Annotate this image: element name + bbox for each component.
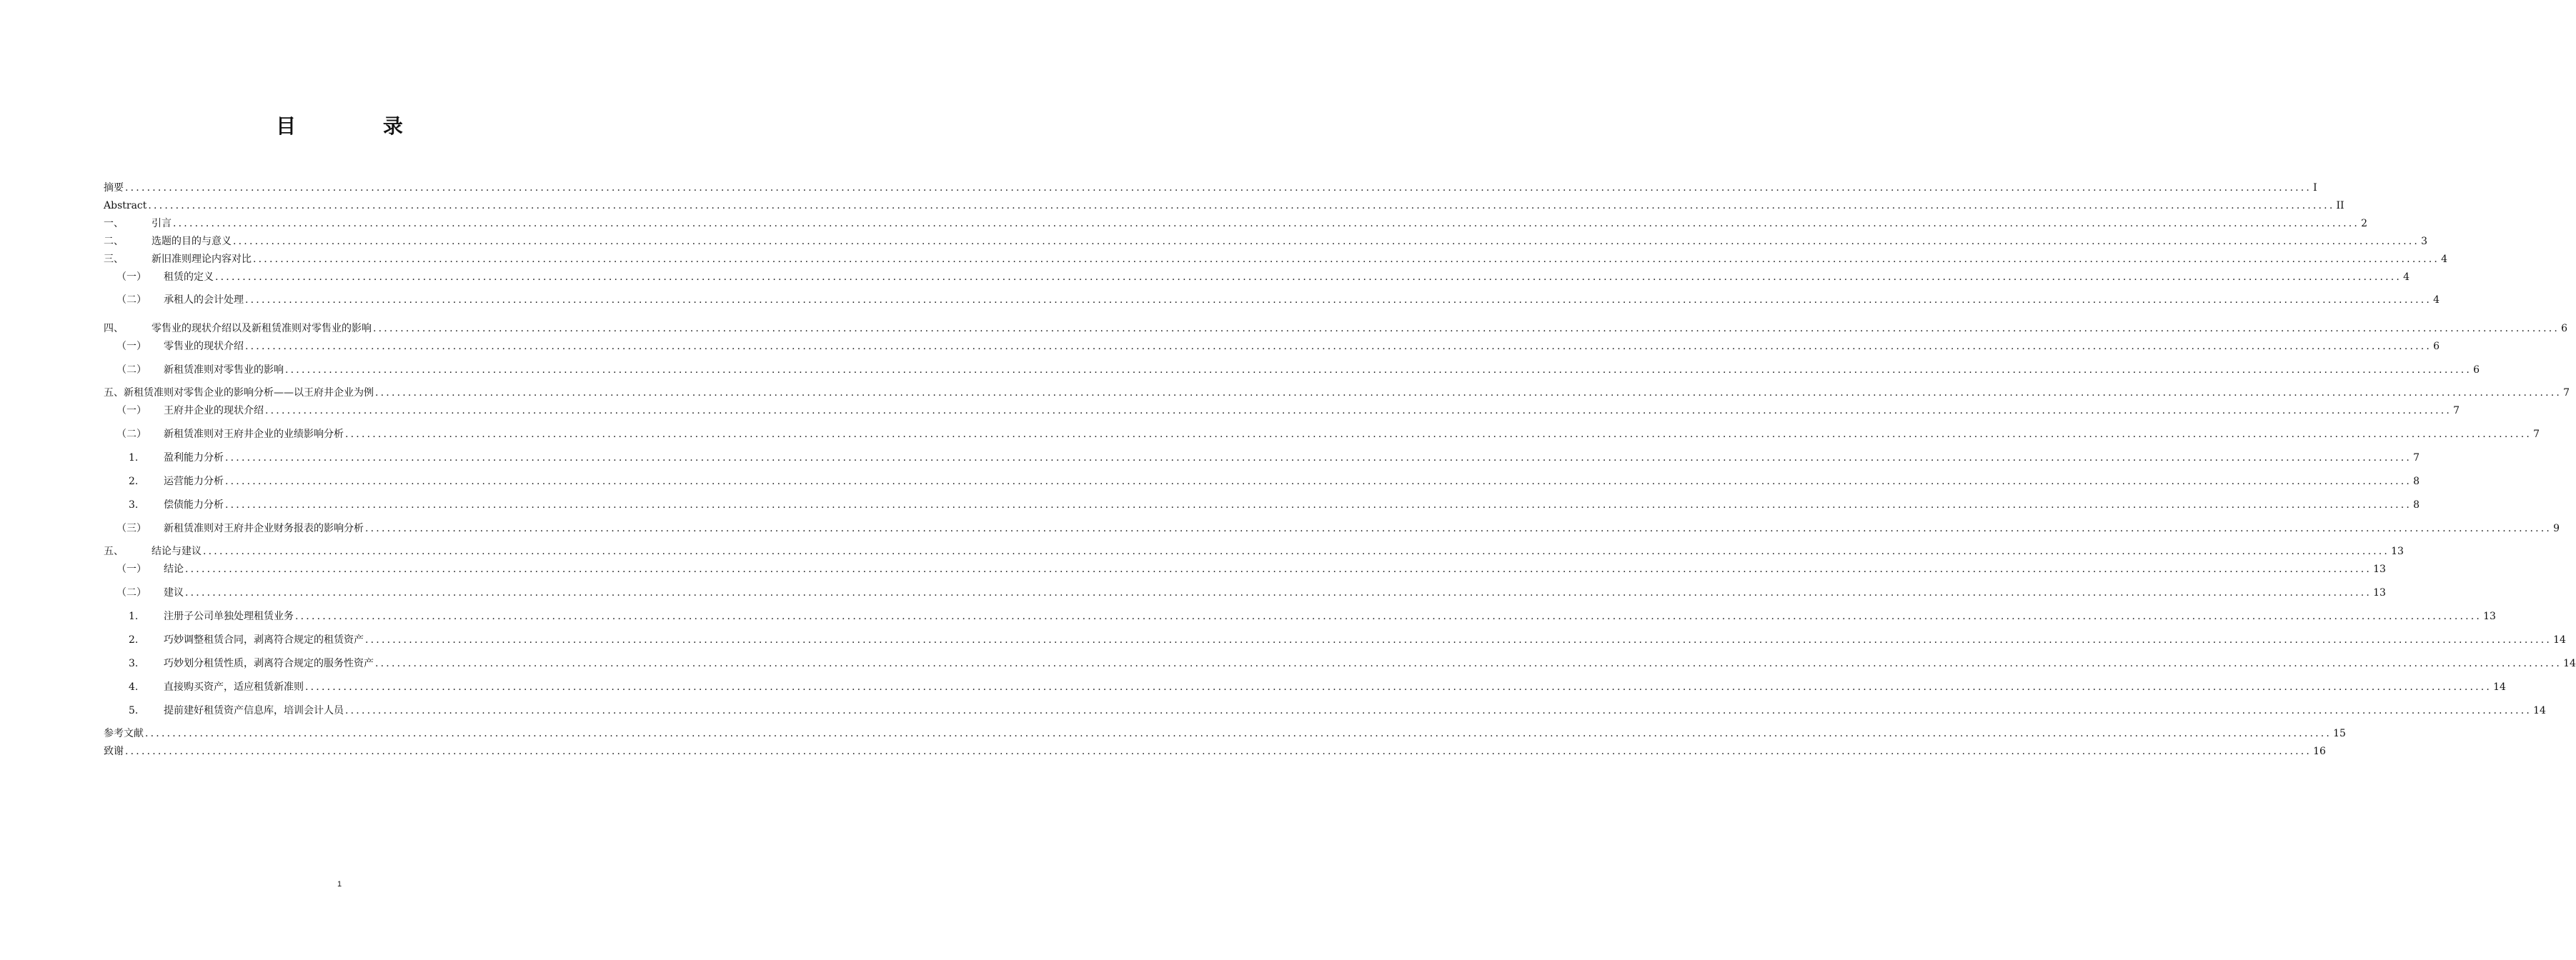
toc-entry[interactable] — [104, 339, 2440, 354]
toc-entry[interactable] — [104, 544, 2404, 559]
toc-leader-dots: ................................................................................................................................................................................................................................................................................................................................................................................................................ — [285, 364, 2472, 376]
toc-entry-title: 提前建好租赁资产信息库，培训会计人员 — [164, 705, 344, 716]
toc-entry-page: 14 — [2533, 705, 2546, 716]
toc-entry-title: 巧妙调整租赁合同，剥离符合规定的租赁资产 — [164, 634, 364, 646]
toc-entry-page: 7 — [2413, 452, 2420, 464]
toc-entry-number: 2. — [129, 476, 139, 487]
toc-entry-title: 建议 — [164, 587, 184, 599]
toc-entry[interactable] — [104, 498, 2420, 512]
toc-leader-dots: ................................................................................................................................................................................................................................................................................................................................................................................................................ — [245, 341, 2432, 352]
toc-entry-title: Abstract — [104, 200, 147, 211]
toc-entry-number: 三、 — [104, 254, 124, 265]
toc-entry[interactable] — [104, 293, 2440, 307]
toc-entry-number: （二） — [116, 587, 146, 599]
toc-entry-page: 9 — [2553, 523, 2560, 534]
toc-entry-page: 13 — [2483, 611, 2496, 622]
toc-entry[interactable] — [104, 521, 2560, 536]
toc-entry-title: 结论与建议 — [151, 546, 202, 557]
toc-entry-page: 3 — [2421, 236, 2427, 247]
toc-entry[interactable] — [104, 404, 2460, 418]
toc-entry-page: 7 — [2563, 387, 2570, 399]
toc-entry-title: 新租赁准则对王府井企业的业绩影响分析 — [164, 429, 344, 440]
toc-entry-page: 6 — [2433, 341, 2440, 352]
toc-entry-number: 4. — [129, 681, 139, 693]
toc-entry-number: （二） — [116, 294, 146, 306]
toc-entry-title: 参考文献 — [104, 728, 144, 739]
toc-leader-dots: ................................................................................................................................................................................................................................................................................................................................................................................................................ — [365, 634, 2552, 646]
toc-leader-dots: ................................................................................................................................................................................................................................................................................................................................................................................................................ — [145, 728, 2332, 739]
toc-entry[interactable] — [104, 386, 2570, 400]
toc-leader-dots: ................................................................................................................................................................................................................................................................................................................................................................................................................ — [215, 271, 2402, 283]
toc-entry-title: 零售业的现状介绍 — [164, 341, 244, 352]
toc-entry-title: 运营能力分析 — [164, 476, 224, 487]
toc-leader-dots: ................................................................................................................................................................................................................................................................................................................................................................................................................ — [148, 200, 2335, 211]
toc-entry-page: 2 — [2361, 218, 2367, 229]
toc-entry-number: 二、 — [104, 236, 124, 247]
toc-entry-title: 结论 — [164, 564, 184, 575]
toc-leader-dots: ................................................................................................................................................................................................................................................................................................................................................................................................................ — [173, 218, 2360, 229]
toc-entry[interactable] — [104, 270, 2410, 284]
toc-entry[interactable] — [104, 234, 2427, 249]
toc-entry-title: 新租赁准则对王府井企业财务报表的影响分析 — [164, 523, 364, 534]
toc-entry-page: II — [2336, 200, 2344, 211]
toc-entry[interactable] — [104, 656, 2576, 671]
toc-entry-page: 4 — [2403, 271, 2410, 283]
toc-entry-page: I — [2313, 182, 2317, 194]
toc-leader-dots: ................................................................................................................................................................................................................................................................................................................................................................................................................ — [295, 611, 2482, 622]
toc-leader-dots: ................................................................................................................................................................................................................................................................................................................................................................................................................ — [245, 294, 2432, 306]
toc-entry-page: 13 — [2373, 564, 2386, 575]
toc-leader-dots: ................................................................................................................................................................................................................................................................................................................................................................................................................ — [375, 387, 2562, 399]
toc-entry-page: 13 — [2373, 587, 2386, 599]
toc-leader-dots: ................................................................................................................................................................................................................................................................................................................................................................................................................ — [375, 658, 2562, 669]
toc-entry-number: （一） — [116, 405, 146, 416]
toc-entry-number: 1. — [129, 611, 139, 622]
toc-entry-number: 3. — [129, 658, 139, 669]
toc-entry-page: 8 — [2413, 499, 2420, 511]
toc-leader-dots: ................................................................................................................................................................................................................................................................................................................................................................................................................ — [225, 476, 2412, 487]
toc-leader-dots: ................................................................................................................................................................................................................................................................................................................................................................................................................ — [203, 546, 2390, 557]
toc-leader-dots: ................................................................................................................................................................................................................................................................................................................................................................................................................ — [365, 523, 2552, 534]
toc-entry-page: 14 — [2563, 658, 2576, 669]
toc-entry-title: 租赁的定义 — [164, 271, 214, 283]
toc-entry-number: 五、 — [104, 546, 124, 557]
toc-entry-page: 14 — [2553, 634, 2566, 646]
toc-leader-dots: ................................................................................................................................................................................................................................................................................................................................................................................................................ — [345, 429, 2532, 440]
toc-leader-dots: ................................................................................................................................................................................................................................................................................................................................................................................................................ — [185, 564, 2372, 575]
toc-entry-page: 4 — [2433, 294, 2440, 306]
toc-entry-title: 零售业的现状介绍以及新租赁准则对零售业的影响 — [151, 323, 372, 334]
toc-entry-page: 13 — [2391, 546, 2404, 557]
toc-entry-number: （三） — [116, 523, 146, 534]
toc-entry[interactable] — [104, 586, 2386, 600]
toc-entry-page: 4 — [2441, 254, 2447, 265]
toc-entry-title: 致谢 — [104, 746, 124, 757]
toc-leader-dots: ................................................................................................................................................................................................................................................................................................................................................................................................................ — [225, 499, 2412, 511]
toc-leader-dots: ................................................................................................................................................................................................................................................................................................................................................................................................................ — [373, 323, 2560, 334]
toc-entry[interactable] — [104, 427, 2540, 441]
toc-entry[interactable] — [104, 474, 2420, 489]
toc-entry-number: （一） — [116, 564, 146, 575]
toc-entry-title: 选题的目的与意义 — [151, 236, 232, 247]
toc-leader-dots: ................................................................................................................................................................................................................................................................................................................................................................................................................ — [125, 746, 2312, 757]
page-title: 目 录 — [276, 114, 443, 138]
toc-entry-page: 15 — [2333, 728, 2346, 739]
toc-leader-dots: ................................................................................................................................................................................................................................................................................................................................................................................................................ — [345, 705, 2532, 716]
toc-entry[interactable] — [104, 633, 2566, 647]
toc-leader-dots: ................................................................................................................................................................................................................................................................................................................................................................................................................ — [125, 182, 2312, 194]
toc-entry[interactable] — [104, 680, 2506, 694]
toc-entry[interactable] — [104, 363, 2480, 377]
toc-entry-title: 偿债能力分析 — [164, 499, 224, 511]
toc-entry[interactable] — [104, 199, 2344, 213]
toc-leader-dots: ................................................................................................................................................................................................................................................................................................................................................................................................................ — [185, 587, 2372, 599]
toc-entry[interactable] — [104, 726, 2346, 741]
toc-entry-title: 盈利能力分析 — [164, 452, 224, 464]
toc-entry-number: 3. — [129, 499, 139, 511]
toc-leader-dots: ................................................................................................................................................................................................................................................................................................................................................................................................................ — [233, 236, 2420, 247]
toc-entry[interactable] — [104, 321, 2567, 336]
toc-entry-page: 8 — [2413, 476, 2420, 487]
toc-entry-title: 摘要 — [104, 182, 124, 194]
toc-entry-page: 14 — [2493, 681, 2506, 693]
toc-entry-page: 6 — [2473, 364, 2480, 376]
toc-entry-page: 6 — [2561, 323, 2567, 334]
toc-entry-title: 巧妙划分租赁性质，剥离符合规定的服务性资产 — [164, 658, 374, 669]
toc-entry-number: 5. — [129, 705, 139, 716]
toc-entry[interactable] — [104, 216, 2367, 231]
toc-entry-number: （二） — [116, 429, 146, 440]
toc-entry-number: 一、 — [104, 218, 124, 229]
toc-leader-dots: ................................................................................................................................................................................................................................................................................................................................................................................................................ — [225, 452, 2412, 464]
toc-entry-title: 王府井企业的现状介绍 — [164, 405, 264, 416]
toc-entry-page: 7 — [2533, 429, 2540, 440]
toc-entry-title: 新租赁准则对零售业的影响 — [164, 364, 284, 376]
toc-entry-page: 16 — [2313, 746, 2326, 757]
toc-entry[interactable] — [104, 704, 2546, 718]
toc-entry-number: （一） — [116, 271, 146, 283]
toc-entry-number: （二） — [116, 364, 146, 376]
page-number: 1 — [337, 880, 342, 889]
toc-leader-dots: ................................................................................................................................................................................................................................................................................................................................................................................................................ — [305, 681, 2492, 693]
toc-entry[interactable] — [104, 744, 2326, 759]
toc-entry-number: 1. — [129, 452, 139, 464]
toc-leader-dots: ................................................................................................................................................................................................................................................................................................................................................................................................................ — [253, 254, 2440, 265]
toc-entry-number: 2. — [129, 634, 139, 646]
toc-entry[interactable] — [104, 181, 2317, 195]
toc-leader-dots: ................................................................................................................................................................................................................................................................................................................................................................................................................ — [265, 405, 2452, 416]
toc-entry-title: 注册子公司单独处理租赁业务 — [164, 611, 294, 622]
toc-entry-page: 7 — [2453, 405, 2460, 416]
toc-entry-title: 五、新租赁准则对零售企业的影响分析——以王府井企业为例 — [104, 387, 374, 399]
toc-entry[interactable] — [104, 562, 2386, 576]
toc-entry-number: 四、 — [104, 323, 124, 334]
toc-entry[interactable] — [104, 252, 2447, 266]
toc-entry[interactable] — [104, 451, 2420, 465]
toc-entry-title: 引言 — [151, 218, 171, 229]
toc-entry-title: 直接购买资产，适应租赁新准则 — [164, 681, 304, 693]
toc-entry-number: （一） — [116, 341, 146, 352]
toc-entry-title: 新旧准则理论内容对比 — [151, 254, 252, 265]
toc-entry[interactable] — [104, 609, 2496, 624]
toc-entry-title: 承租人的会计处理 — [164, 294, 244, 306]
